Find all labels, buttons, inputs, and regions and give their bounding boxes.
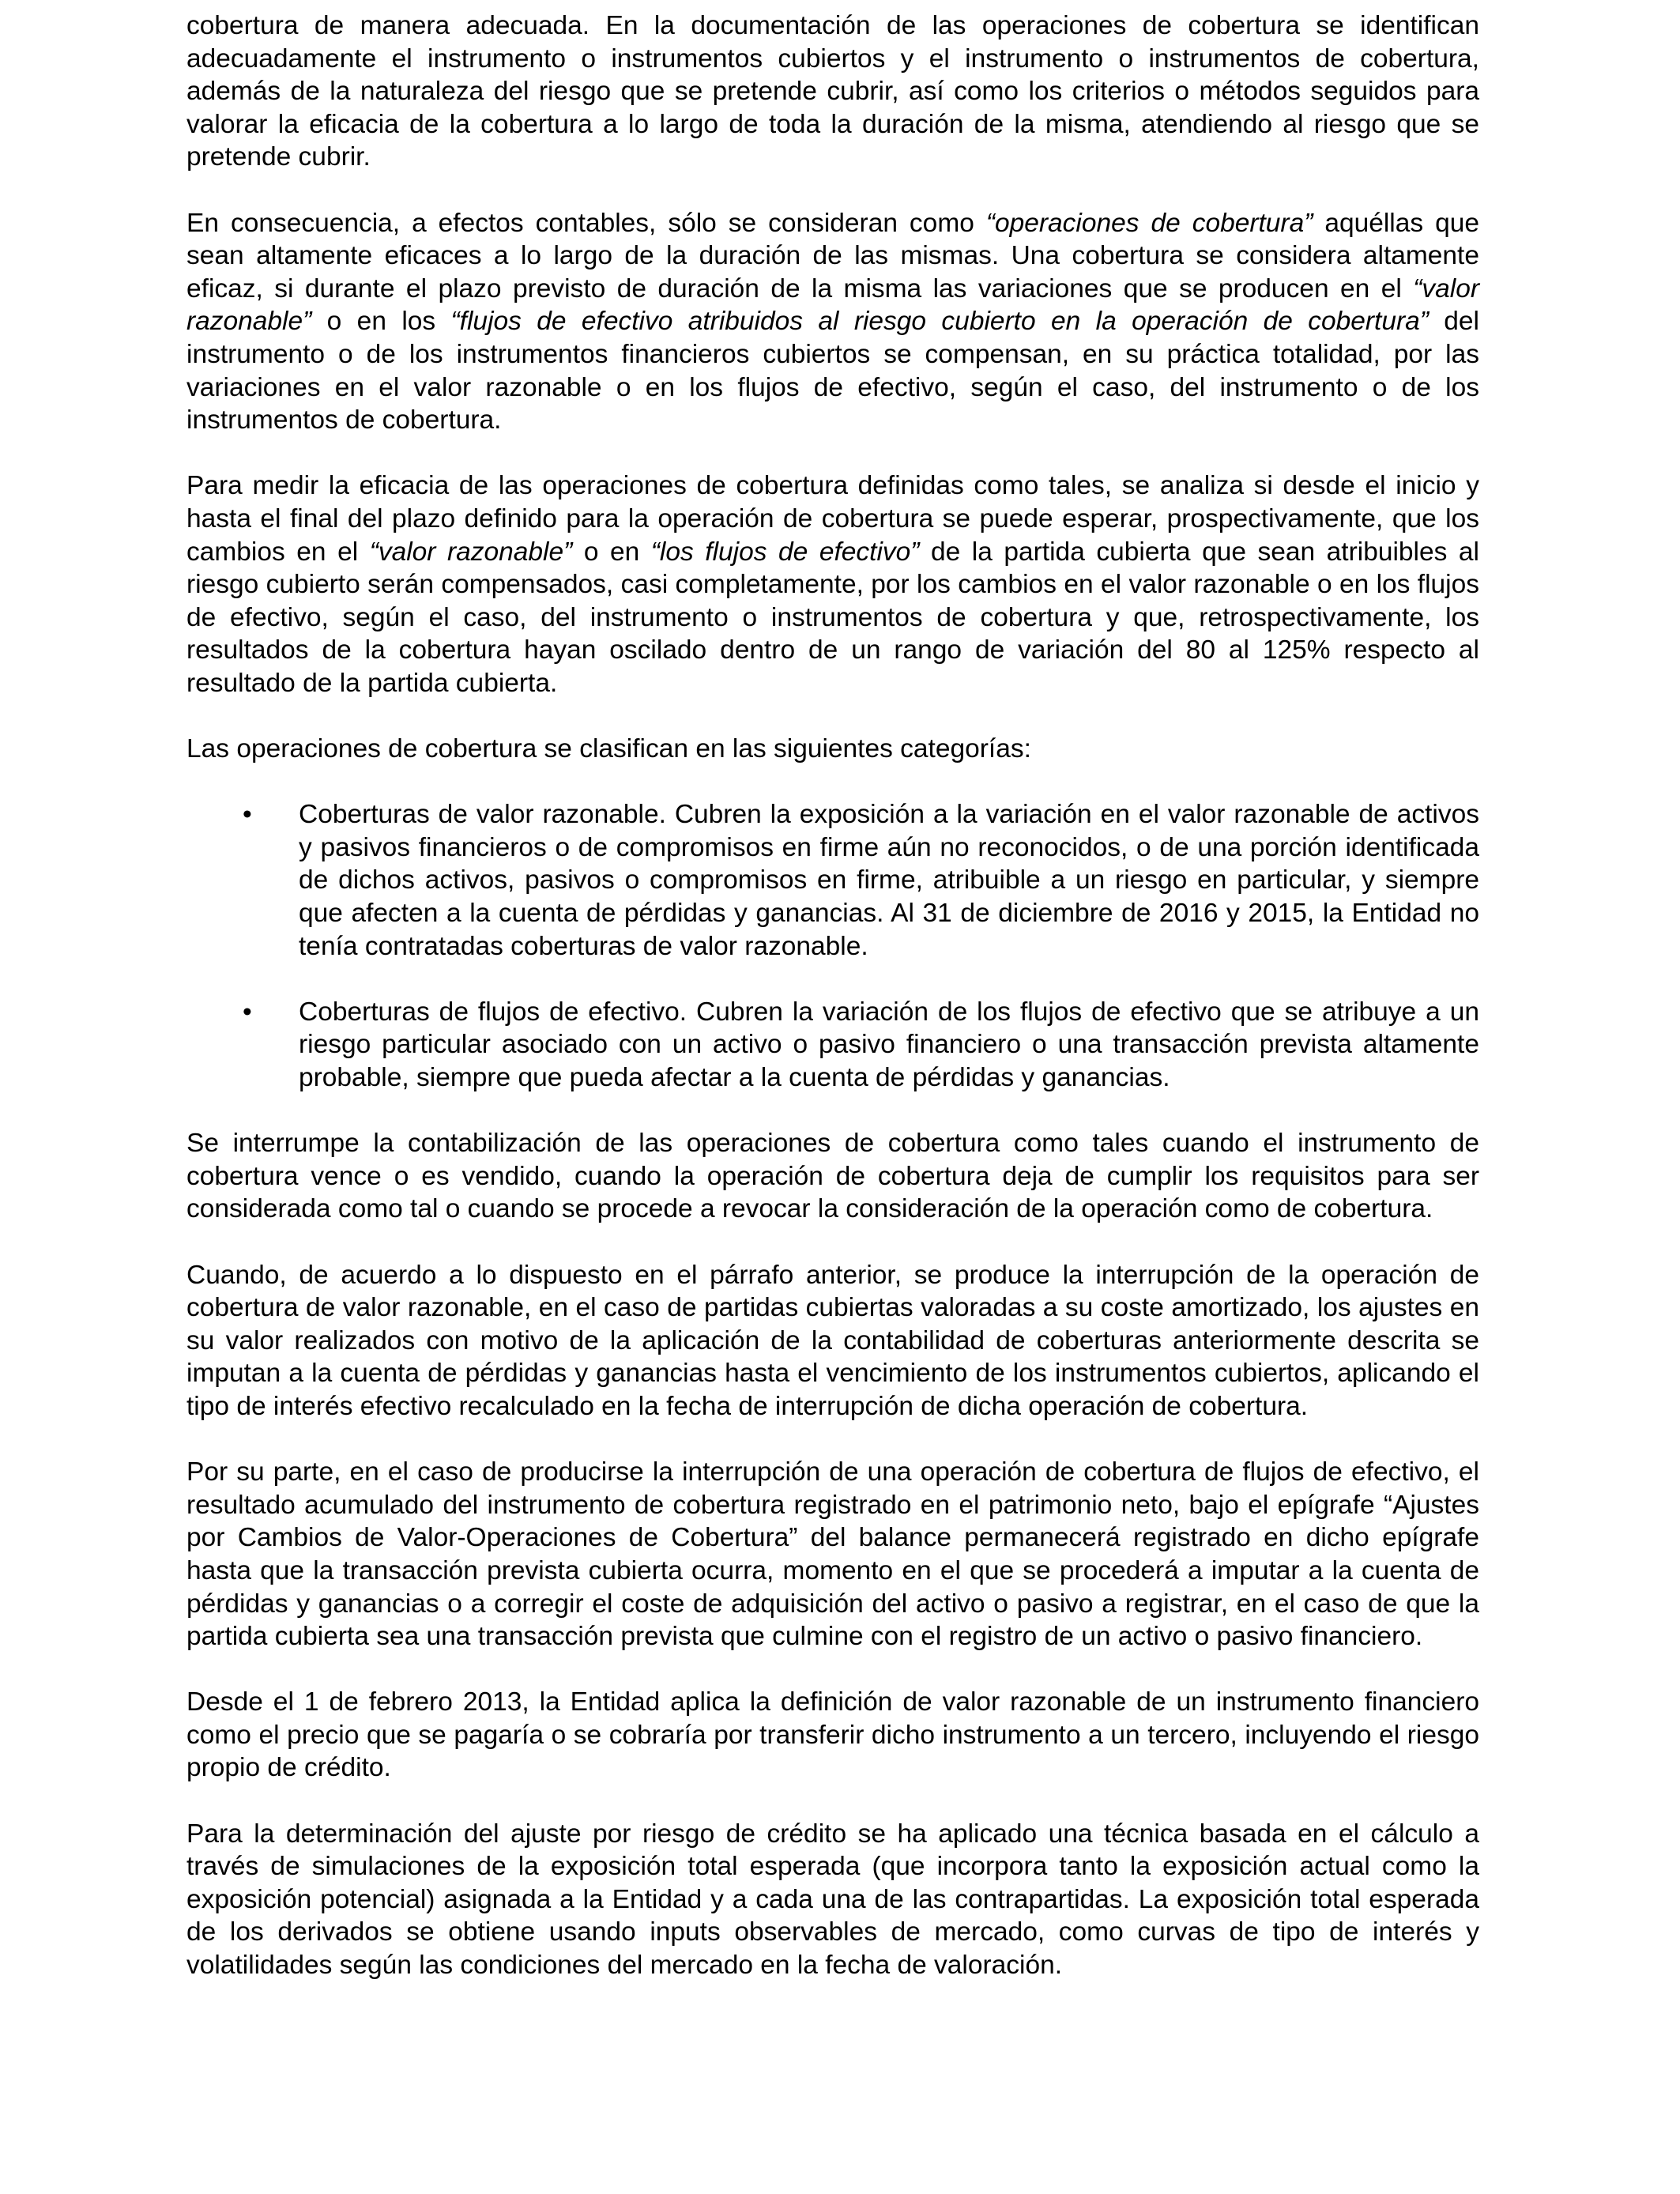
text-span: de la partida cubierta que sean atribuibles al riesgo cubierto serán compensados, casi completamente, por los cambios en el valor razonable o en los flujos de efectivo, según el caso, del instrumento o instrumentos de cobertura y que, retrospectivamente, los resultados de la cobertura hayan oscilado dentro de un rango de variación del 80 al 125% respecto al resultado de la partida cubierta. bbox=[186, 537, 1479, 698]
bullet-icon: • bbox=[243, 997, 252, 1027]
italic-term: “valor razonable” bbox=[186, 273, 1479, 337]
text-span: Para medir la eficacia de las operaciones de cobertura definidas como tales, se analiza si desde el inicio y hasta el final del plazo definido para la operación de cobertura se puede esperar, prospectivamente, que los cambios en el bbox=[186, 471, 1479, 567]
list-item-text: Coberturas de flujos de efectivo. Cubren la variación de los flujos de efectivo que se atribuye a un riesgo particular asociado con un activo o pasivo financiero o una transacción prevista altamente probable, siempre que pueda afectar a la cuenta de pérdidas y ganancias. bbox=[299, 997, 1479, 1092]
list-item-text: Coberturas de valor razonable. Cubren la exposición a la variación en el valor razonable de activos y pasivos financieros o de compromisos en firme aún no reconocidos, o de una porción identificada de dichos activos, pasivos o compromisos en firme, atribuible a un riesgo en particular, y siempre que afecten a la cuenta de pérdidas y ganancias. Al 31 de diciembre de 2016 y 2015, la Entidad no tenía contratadas coberturas de valor razonable. bbox=[299, 800, 1479, 961]
text-span: del instrumento o de los instrumentos financieros cubiertos se compensan, en su práctica totalidad, por las variaciones en el valor razonable o en los flujos de efectivo, según el caso, del instrumento o de los instrumentos de cobertura. bbox=[186, 307, 1480, 435]
text-span: o en bbox=[572, 537, 651, 567]
paragraph-hedge-effectiveness bbox=[186, 207, 1479, 437]
paragraph-fair-value-interruption: Cuando, de acuerdo a lo dispuesto en el párrafo anterior, se produce la interrupción de la operación de cobertura de valor razonable, en el caso de partidas cubiertas valoradas a su coste amortizado, los ajustes en su valor realizados con motivo de la aplicación de la contabilidad de coberturas anteriormente descrita se imputan a la cuenta de pérdidas y ganancias hasta el vencimiento de los instrumentos cubiertos, aplicando el tipo de interés efectivo recalculado en la fecha de interrupción de dicha operación de cobertura. bbox=[186, 1260, 1479, 1421]
italic-term: “valor razonable” bbox=[369, 537, 573, 567]
hedge-categories-list bbox=[186, 798, 1479, 1094]
paragraph-hedge-documentation: cobertura de manera adecuada. En la documentación de las operaciones de cobertura se identifican adecuadamente el instrumento o instrumentos cubiertos y el instrumento o instrumentos de cobertura, además de la naturaleza del riesgo que se pretende cubrir, así como los criterios o métodos seguidos para valorar la eficacia de la cobertura a lo largo de toda la duración de la misma, atendiendo al riesgo que se pretende cubrir. bbox=[186, 11, 1479, 172]
list-item-cash-flow-hedges bbox=[186, 996, 1479, 1095]
bullet-icon: • bbox=[243, 800, 252, 830]
paragraph-hedge-categories-intro: Las operaciones de cobertura se clasifican en las siguientes categorías: bbox=[186, 734, 1031, 764]
text-span: aquéllas que sean altamente eficaces a lo largo de la duración de las mismas. Una cobertura se considera altamente eficaz, si durante el plazo previsto de duración de la misma las variaciones que se producen en el bbox=[186, 208, 1479, 303]
paragraph-effectiveness-measurement bbox=[186, 469, 1479, 699]
paragraph-fair-value-definition: Desde el 1 de febrero 2013, la Entidad aplica la definición de valor razonable de un instrumento financiero como el precio que se pagaría o se cobraría por transferir dicho instrumento a un tercero, incluyendo el riesgo propio de crédito. bbox=[186, 1687, 1479, 1783]
text-span: o en los bbox=[311, 307, 451, 337]
italic-term: “operaciones de cobertura” bbox=[985, 208, 1313, 238]
list-item-fair-value-hedges bbox=[186, 798, 1479, 963]
document-page bbox=[186, 9, 1479, 2015]
italic-term: “flujos de efectivo atribuidos al riesgo cubierto en la operación de cobertura” bbox=[450, 307, 1429, 337]
text-span: En consecuencia, a efectos contables, sólo se consideran como bbox=[186, 208, 986, 238]
italic-term: “los flujos de efectivo” bbox=[650, 537, 920, 567]
paragraph-credit-risk-adjustment: Para la determinación del ajuste por riesgo de crédito se ha aplicado una técnica basada en el cálculo a través de simulaciones de la exposición total esperada (que incorpora tanto la exposición actual como la exposición potencial) asignada a la Entidad y a cada una de las contrapartidas. La exposición total esperada de los derivados se obtiene usando inputs observables de mercado, como curvas de tipo de interés y volatilidades según las condiciones del mercado en la fecha de valoración. bbox=[186, 1819, 1479, 1981]
paragraph-hedge-discontinuation: Se interrumpe la contabilización de las operaciones de cobertura como tales cuando el instrumento de cobertura vence o es vendido, cuando la operación de cobertura deja de cumplir los requisitos para ser considerada como tal o cuando se procede a revocar la consideración de la operación como de cobertura. bbox=[186, 1129, 1479, 1224]
paragraph-cash-flow-interruption: Por su parte, en el caso de producirse la interrupción de una operación de cobertura de flujos de efectivo, el resultado acumulado del instrumento de cobertura registrado en el patrimonio neto, bajo el epígrafe “Ajustes por Cambios de Valor-Operaciones de Cobertura” del balance permanecerá registrado en dicho epígrafe hasta que la transacción prevista cubierta ocurra, momento en el que se procederá a imputar a la cuenta de pérdidas y ganancias o a corregir el coste de adquisición del activo o pasivo a registrar, en el caso de que la partida cubierta sea una transacción prevista que culmine con el registro de un activo o pasivo financiero. bbox=[186, 1457, 1479, 1652]
